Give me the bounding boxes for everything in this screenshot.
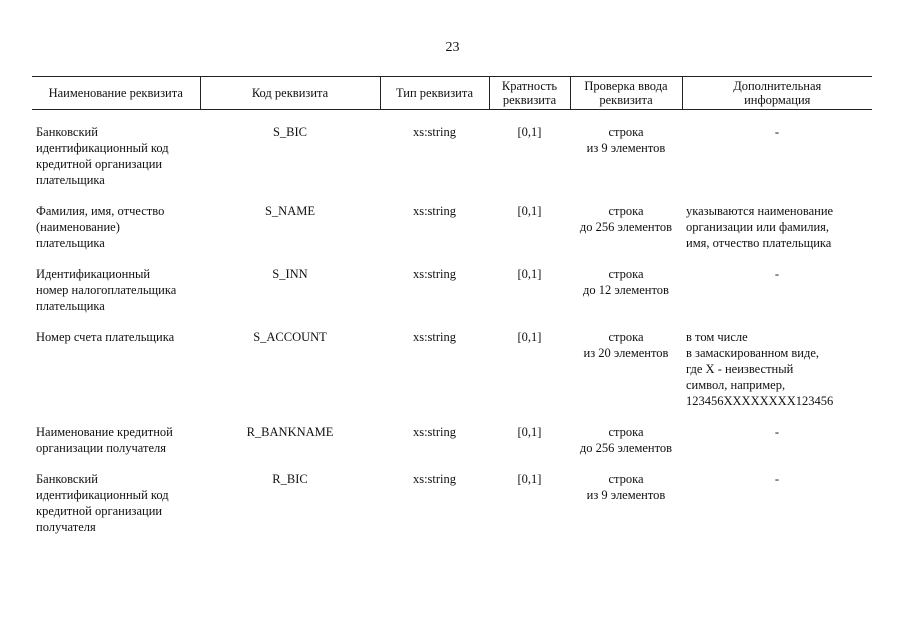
- table-row: [32, 124, 872, 203]
- cell-multiplicity: [0,1]: [517, 204, 542, 218]
- cell-name: Идентификационный номер налогоплательщика плательщика: [36, 267, 177, 313]
- cell-type: xs:string: [412, 125, 457, 139]
- cell-multiplicity: [0,1]: [517, 472, 542, 486]
- cell-check: строка из 20 элементов: [583, 330, 669, 360]
- cell-code: R_BANKNAME: [246, 425, 334, 439]
- cell-type: xs:string: [412, 267, 457, 281]
- cell-name: Фамилия, имя, отчество (наименование) плательщика: [36, 204, 165, 250]
- table-row: [32, 424, 872, 471]
- cell-check: строка из 9 элементов: [586, 125, 666, 155]
- cell-type: xs:string: [412, 425, 457, 439]
- table-row: [32, 471, 872, 550]
- header-name: Наименование реквизита: [32, 77, 200, 110]
- cell-code: R_BIC: [272, 472, 308, 486]
- table-body: [32, 110, 872, 551]
- header-check: Проверка ввода реквизита: [570, 77, 682, 110]
- table-row: [32, 203, 872, 266]
- cell-type: xs:string: [412, 472, 457, 486]
- cell-multiplicity: [0,1]: [517, 425, 542, 439]
- cell-name: Банковский идентификационный код кредитной организации получателя: [36, 472, 169, 534]
- cell-code: S_BIC: [272, 125, 308, 139]
- page-number: 23: [445, 40, 460, 55]
- cell-code: S_INN: [272, 267, 308, 281]
- header-code: Код реквизита: [200, 77, 380, 110]
- cell-info: -: [774, 125, 780, 139]
- cell-code: S_ACCOUNT: [253, 330, 327, 344]
- table-row: [32, 329, 872, 424]
- cell-code: S_NAME: [264, 204, 315, 218]
- cell-check: строка до 256 элементов: [579, 425, 673, 455]
- cell-info: -: [774, 425, 780, 439]
- cell-multiplicity: [0,1]: [517, 330, 542, 344]
- header-type: Тип реквизита: [380, 77, 489, 110]
- cell-info: указываются наименование организации или фамилия, имя, отчество плательщика: [686, 204, 834, 250]
- cell-name: Наименование кредитной организации получателя: [36, 425, 173, 455]
- header-info: Дополнительная информация: [682, 77, 872, 110]
- cell-info: -: [774, 267, 780, 281]
- cell-check: строка до 12 элементов: [583, 267, 669, 297]
- cell-multiplicity: [0,1]: [517, 267, 542, 281]
- cell-info: -: [774, 472, 780, 486]
- cell-info: в том числе в замаскированном виде, где X - неизвестный символ, например, 123456XXXXXXXX123456: [686, 330, 834, 408]
- cell-check: строка до 256 элементов: [579, 204, 673, 234]
- cell-multiplicity: [0,1]: [517, 125, 542, 139]
- requisites-table: [32, 76, 872, 550]
- cell-check: строка из 9 элементов: [586, 472, 666, 502]
- cell-name: Номер счета плательщика: [36, 330, 175, 344]
- cell-type: xs:string: [412, 330, 457, 344]
- table-header: [32, 77, 872, 110]
- cell-name: Банковский идентификационный код кредитной организации плательщика: [36, 125, 169, 187]
- table-spacer: [32, 110, 872, 125]
- header-multiplicity: Кратность реквизита: [489, 77, 570, 110]
- table-row: [32, 266, 872, 329]
- cell-type: xs:string: [412, 204, 457, 218]
